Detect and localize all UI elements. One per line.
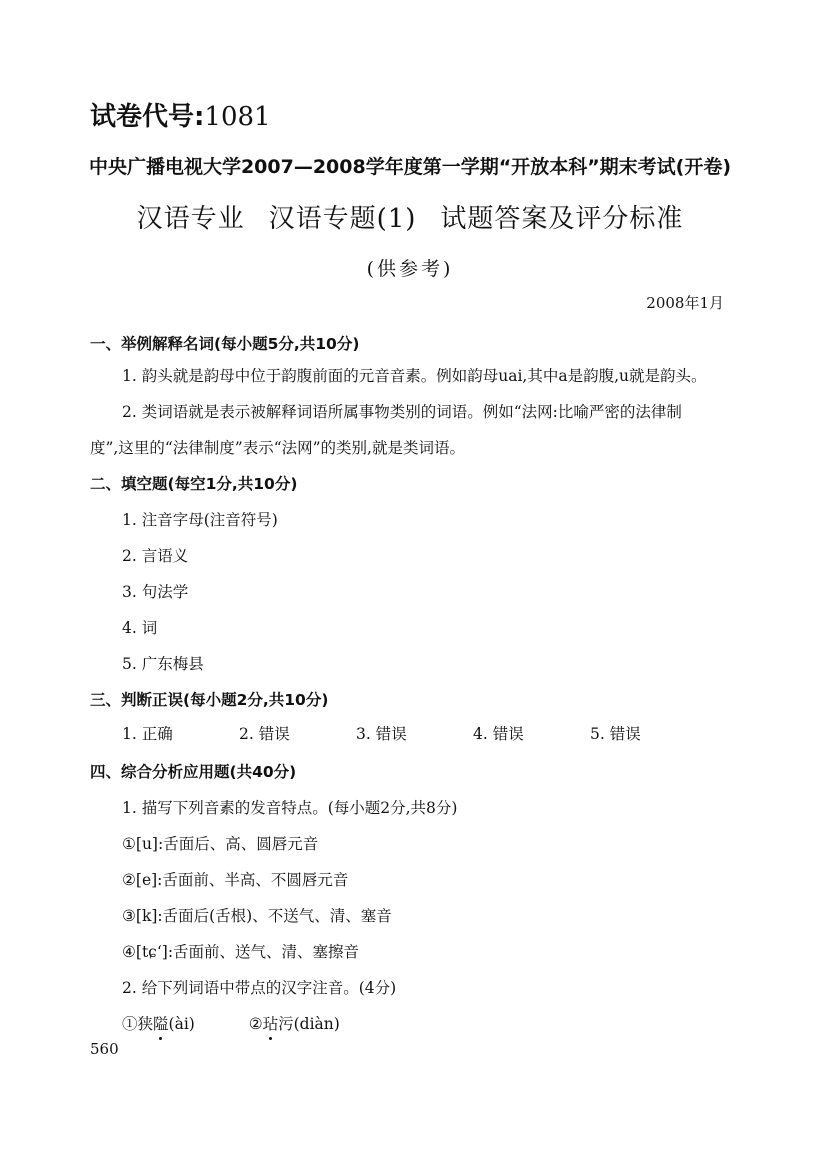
exam-title: 中央广播电视大学2007—2008学年度第一学期“开放本科”期末考试(开卷) — [88, 156, 732, 178]
section-4-q1-item: ④[tɕʻ]:舌面前、送气、清、塞擦音 — [122, 943, 360, 961]
section-4-q2-items — [122, 1012, 340, 1034]
q2-item-2 — [249, 1015, 340, 1033]
section-2-item: 2. 言语义 — [122, 547, 189, 565]
q2-item-1-reading: (ài) — [168, 1015, 195, 1033]
section-4-question-1: 1. 描写下列音素的发音特点。(每小题2分,共8分) — [122, 799, 458, 817]
section-4-q1-item: ③[k]:舌面后(舌根)、不送气、清、塞音 — [122, 907, 392, 925]
document-date: 2008年1月 — [646, 294, 724, 312]
section-2-item: 3. 句法学 — [122, 583, 189, 601]
section-4-question-2: 2. 给下列词语中带点的汉字注音。(4分) — [122, 979, 397, 997]
q2-item-1-dotted-char — [153, 1012, 169, 1034]
section-2-heading: 二、填空题(每空1分,共10分) — [90, 475, 298, 493]
section-2-item: 1. 注音字母(注音符号) — [122, 511, 278, 529]
title-answer-key: 试题答案及评分标准 — [440, 204, 684, 234]
reference-note: (供参考) — [366, 258, 454, 280]
q2-item-1 — [122, 1015, 195, 1033]
section-3-answer: 2. 错误 — [239, 725, 290, 743]
q2-item-2-suffix: 污(diàn) — [278, 1015, 340, 1033]
paper-code-label: 试卷代号: — [90, 102, 205, 132]
q2-item-1-dotted-text: 隘 — [153, 1015, 169, 1033]
section-1-heading: 一、举例解释名词(每小题5分,共10分) — [90, 335, 360, 353]
emphasis-dot — [269, 1037, 272, 1040]
document-title — [0, 198, 820, 235]
title-major: 汉语专业 — [136, 204, 245, 234]
page-number: 560 — [90, 1040, 119, 1058]
section-4-heading: 四、综合分析应用题(共40分) — [90, 763, 297, 781]
section-3-answer: 4. 错误 — [473, 725, 524, 743]
section-2-item: 4. 词 — [122, 619, 158, 637]
title-course: 汉语专题(1) — [268, 204, 417, 234]
section-3-answer: 1. 正确 — [122, 725, 173, 743]
emphasis-dot — [159, 1037, 162, 1040]
section-3-answer: 3. 错误 — [356, 725, 407, 743]
q2-item-2-prefix: ② — [248, 1015, 263, 1033]
section-3-heading: 三、判断正误(每小题2分,共10分) — [90, 691, 329, 709]
section-2-item: 5. 广东梅县 — [122, 655, 204, 673]
q2-item-2-dotted-char — [263, 1012, 279, 1034]
section-1-item-2-line-2: 度”,这里的“法律制度”表示“法网”的类别,就是类词语。 — [90, 439, 465, 457]
section-3-answers — [122, 722, 707, 744]
paper-code — [90, 96, 271, 133]
section-1-item-2-line-1: 2. 类词语就是表示被解释词语所属事物类别的词语。例如“法网:比喻严密的法律制 — [122, 403, 682, 421]
paper-code-number: 1081 — [204, 102, 271, 132]
section-3-answer: 5. 错误 — [590, 725, 641, 743]
section-4-q1-item: ②[e]:舌面前、半高、不圆唇元音 — [122, 871, 349, 889]
section-1-item-1: 1. 韵头就是韵母中位于韵腹前面的元音音素。例如韵母uai,其中a是韵腹,u就是韵头。 — [122, 367, 707, 385]
section-4-q1-item: ①[u]:舌面后、高、圆唇元音 — [122, 835, 319, 853]
q2-item-1-prefix: ①狭 — [122, 1015, 154, 1033]
q2-item-2-dotted-text: 玷 — [262, 1015, 279, 1033]
